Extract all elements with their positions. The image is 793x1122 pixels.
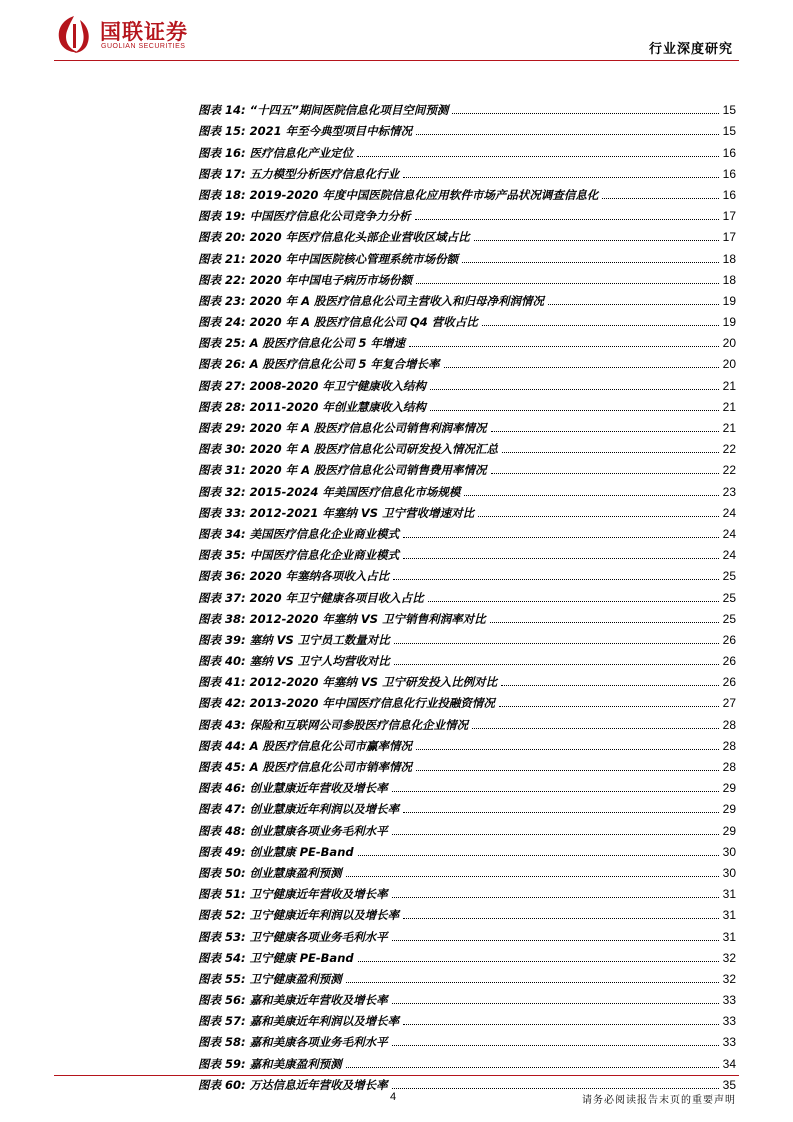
toc-entry-page: 31	[722, 887, 736, 902]
toc-entry[interactable]	[198, 541, 736, 562]
toc-entry-title: 图表 32: 2015-2024 年美国医疗信息化市场规模	[198, 484, 461, 499]
toc-entry[interactable]	[198, 520, 736, 541]
toc-entry-title: 图表 20: 2020 年医疗信息化头部企业营收区域占比	[198, 230, 470, 245]
toc-entry-page: 32	[722, 950, 736, 965]
dot-leader	[394, 643, 719, 644]
dot-leader	[403, 177, 719, 178]
toc-entry[interactable]	[198, 753, 736, 774]
toc-entry-title: 图表 59: 嘉和美康盈利预测	[198, 1056, 342, 1071]
dot-leader	[428, 601, 719, 602]
toc-entry[interactable]	[198, 181, 736, 202]
dot-leader	[403, 537, 719, 538]
toc-entry[interactable]	[198, 414, 736, 435]
dot-leader	[416, 770, 719, 771]
dot-leader	[501, 685, 719, 686]
toc-entry[interactable]	[198, 1028, 736, 1049]
dot-leader	[602, 198, 718, 199]
toc-entry-title: 图表 60: 万达信息近年营收及增长率	[198, 1077, 388, 1092]
toc-entry-title: 图表 52: 卫宁健康近年利润以及增长率	[198, 908, 400, 923]
toc-entry-page: 17	[722, 230, 736, 245]
toc-entry-page: 32	[722, 971, 736, 986]
toc-entry-page: 29	[722, 781, 736, 796]
dot-leader	[462, 262, 719, 263]
toc-entry-title: 图表 21: 2020 年中国医院核心管理系统市场份额	[198, 251, 459, 266]
toc-entry-title: 图表 58: 嘉和美康各项业务毛利水平	[198, 1035, 388, 1050]
toc-entry-page: 28	[722, 717, 736, 732]
toc-entry-page: 16	[722, 187, 736, 202]
toc-entry-page: 35	[722, 1077, 736, 1092]
toc-entry-title: 图表 40: 塞纳 VS 卫宁人均营收对比	[198, 654, 390, 669]
dot-leader	[392, 1003, 719, 1004]
company-logo	[54, 14, 234, 54]
toc-entry-title: 图表 26: A 股医疗信息化公司 5 年复合增长率	[198, 357, 440, 372]
toc-entry[interactable]	[198, 117, 736, 138]
toc-entry-title: 图表 56: 嘉和美康近年营收及增长率	[198, 993, 388, 1008]
dot-leader	[392, 791, 719, 792]
dot-leader	[346, 982, 719, 983]
toc-entry-page: 21	[722, 378, 736, 393]
toc-entry[interactable]	[198, 266, 736, 287]
toc-entry-page: 22	[722, 463, 736, 478]
toc-entry-page: 33	[722, 1035, 736, 1050]
dot-leader	[358, 961, 719, 962]
dot-leader	[502, 452, 719, 453]
toc-entry-page: 33	[722, 1014, 736, 1029]
toc-entry[interactable]	[198, 816, 736, 837]
dot-leader	[491, 431, 719, 432]
toc-entry-title: 图表 55: 卫宁健康盈利预测	[198, 971, 342, 986]
toc-entry-title: 图表 30: 2020 年 A 股医疗信息化公司研发投入情况汇总	[198, 442, 499, 457]
dot-leader	[346, 876, 719, 877]
dot-leader	[478, 516, 719, 517]
toc-entry-page: 31	[722, 908, 736, 923]
toc-entry-title: 图表 23: 2020 年 A 股医疗信息化公司主营收入和归母净利润情况	[198, 293, 545, 308]
toc-entry-title: 图表 47: 创业慧康近年利润以及增长率	[198, 802, 400, 817]
toc-entry[interactable]	[198, 562, 736, 583]
dot-leader	[490, 622, 719, 623]
dot-leader	[403, 558, 719, 559]
toc-entry-page: 18	[722, 272, 736, 287]
dot-leader	[346, 1067, 719, 1068]
dot-leader	[403, 812, 719, 813]
toc-entry[interactable]	[198, 1071, 736, 1092]
toc-entry-page: 27	[722, 696, 736, 711]
dot-leader	[430, 389, 719, 390]
dot-leader	[499, 706, 719, 707]
toc-entry-title: 图表 46: 创业慧康近年营收及增长率	[198, 781, 388, 796]
page-number: 4	[390, 1091, 397, 1103]
toc-entry[interactable]	[198, 477, 736, 498]
toc-entry-page: 28	[722, 760, 736, 774]
toc-entry-page: 29	[722, 823, 736, 838]
toc-entry[interactable]	[198, 1049, 736, 1070]
toc-entry-page: 29	[722, 802, 736, 817]
dot-leader	[394, 664, 719, 665]
toc-entry-title: 图表 38: 2012-2020 年塞纳 VS 卫宁销售利润率对比	[198, 611, 486, 626]
toc-entry[interactable]	[198, 244, 736, 265]
dot-leader	[482, 325, 719, 326]
toc-entry[interactable]	[198, 668, 736, 689]
document-type: 行业深度研究	[648, 42, 733, 57]
dot-leader	[415, 219, 719, 220]
toc-entry-title: 图表 16: 医疗信息化产业定位	[198, 145, 354, 160]
toc-entry-title: 图表 49: 创业慧康 PE-Band	[198, 844, 354, 859]
toc-entry-title: 图表 50: 创业慧康盈利预测	[198, 865, 342, 880]
toc-entry[interactable]	[198, 689, 736, 710]
toc-entry[interactable]	[198, 223, 736, 244]
dot-leader	[416, 749, 719, 750]
toc-entry-page: 23	[722, 484, 736, 499]
toc-entry-title: 图表 31: 2020 年 A 股医疗信息化公司销售费用率情况	[198, 463, 487, 478]
toc-entry[interactable]	[198, 499, 736, 520]
toc-entry-title: 图表 28: 2011-2020 年创业慧康收入结构	[198, 399, 426, 414]
footer-divider	[54, 1075, 739, 1076]
toc-entry-title: 图表 44: A 股医疗信息化公司市赢率情况	[198, 738, 413, 753]
toc-entry-page: 31	[722, 929, 736, 944]
dot-leader	[472, 728, 719, 729]
toc-entry[interactable]	[198, 880, 736, 901]
dot-leader	[392, 1088, 719, 1089]
toc-entry-title: 图表 25: A 股医疗信息化公司 5 年增速	[198, 336, 406, 351]
toc-entry[interactable]	[198, 605, 736, 626]
toc-entry-page: 21	[722, 399, 736, 414]
toc-entry[interactable]	[198, 710, 736, 731]
toc-entry[interactable]	[198, 96, 736, 117]
toc-entry[interactable]	[198, 583, 736, 604]
toc-entry-page: 25	[722, 611, 736, 626]
toc-entry-page: 30	[722, 844, 736, 859]
toc-entry-title: 图表 39: 塞纳 VS 卫宁员工数量对比	[198, 632, 390, 647]
toc-entry-title: 图表 14: “十四五”期间医院信息化项目空间预测	[198, 103, 449, 118]
toc-entry-page: 22	[722, 442, 736, 457]
dot-leader	[416, 134, 719, 135]
toc-entry-page: 15	[722, 124, 736, 139]
toc-entry[interactable]	[198, 160, 736, 181]
toc-entry-page: 20	[722, 357, 736, 372]
toc-entry-page: 20	[722, 336, 736, 351]
toc-entry-page: 16	[722, 145, 736, 160]
toc-entry-page: 24	[722, 505, 736, 520]
toc-entry-title: 图表 42: 2013-2020 年中国医疗信息化行业投融资情况	[198, 696, 495, 711]
toc-entry[interactable]	[198, 1007, 736, 1028]
toc-entry-page: 24	[722, 526, 736, 541]
dot-leader	[491, 473, 719, 474]
dot-leader	[392, 834, 719, 835]
toc-entry-page: 26	[722, 654, 736, 669]
toc-entry[interactable]	[198, 647, 736, 668]
toc-entry[interactable]	[198, 795, 736, 816]
logo-chinese-name: 国联证券	[100, 20, 188, 44]
toc-entry-page: 25	[722, 569, 736, 584]
toc-entry-page: 24	[722, 548, 736, 563]
dot-leader	[474, 240, 719, 241]
toc-entry[interactable]	[198, 393, 736, 414]
toc-entry[interactable]	[198, 986, 736, 1007]
toc-entry-title: 图表 48: 创业慧康各项业务毛利水平	[198, 823, 388, 838]
toc-entry[interactable]	[198, 626, 736, 647]
dot-leader	[403, 1024, 719, 1025]
toc-entry-title: 图表 22: 2020 年中国电子病历市场份额	[198, 272, 413, 287]
toc-entry-page: 15	[722, 103, 736, 118]
toc-entry-page: 25	[722, 590, 736, 605]
dot-leader	[416, 283, 719, 284]
toc-entry-page: 19	[722, 293, 736, 308]
dot-leader	[393, 579, 719, 580]
toc-entry-title: 图表 41: 2012-2020 年塞纳 VS 卫宁研发投入比例对比	[198, 675, 498, 690]
toc-entry-title: 图表 57: 嘉和美康近年利润以及增长率	[198, 1014, 400, 1029]
toc-entry-page: 17	[722, 209, 736, 224]
dot-leader	[452, 113, 718, 114]
toc-entry[interactable]	[198, 774, 736, 795]
toc-entry[interactable]	[198, 371, 736, 392]
toc-entry-title: 图表 45: A 股医疗信息化公司市销率情况	[198, 760, 413, 774]
toc-entry-title: 图表 51: 卫宁健康近年营收及增长率	[198, 887, 388, 902]
dot-leader	[548, 304, 719, 305]
toc-entry[interactable]	[198, 859, 736, 880]
toc-entry-page: 26	[722, 632, 736, 647]
toc-entry[interactable]	[198, 329, 736, 350]
dot-leader	[358, 855, 719, 856]
toc-entry-title: 图表 53: 卫宁健康各项业务毛利水平	[198, 929, 388, 944]
page-header	[0, 0, 793, 70]
guolian-logo-icon	[54, 14, 94, 54]
dot-leader	[403, 918, 719, 919]
dot-leader	[430, 410, 719, 411]
toc-entry[interactable]	[198, 350, 736, 371]
toc-entry-title: 图表 33: 2012-2021 年塞纳 VS 卫宁营收增速对比	[198, 505, 475, 520]
logo-english-name: GUOLIAN SECURITIES	[101, 43, 186, 50]
toc-entry[interactable]	[198, 308, 736, 329]
toc-entry-title: 图表 27: 2008-2020 年卫宁健康收入结构	[198, 378, 426, 393]
toc-entry[interactable]	[198, 838, 736, 859]
toc-entry-page: 21	[722, 421, 736, 435]
toc-entry-title: 图表 54: 卫宁健康 PE-Band	[198, 950, 354, 965]
dot-leader	[392, 940, 719, 941]
toc-entry-title: 图表 18: 2019-2020 年度中国医院信息化应用软件市场产品状况调查信息化	[198, 187, 599, 202]
toc-entry-page: 18	[722, 251, 736, 266]
dot-leader	[464, 495, 718, 496]
toc-entry-page: 34	[722, 1056, 736, 1071]
toc-entry[interactable]	[198, 202, 736, 223]
dot-leader	[392, 1045, 719, 1046]
toc-entry[interactable]	[198, 138, 736, 159]
toc-entry-page: 30	[722, 865, 736, 880]
dot-leader	[392, 897, 719, 898]
toc-entry-page: 19	[722, 315, 736, 330]
toc-entry-title: 图表 43: 保险和互联网公司参股医疗信息化企业情况	[198, 717, 469, 732]
dot-leader	[357, 156, 719, 157]
dot-leader	[444, 367, 719, 368]
toc-entry-page: 33	[722, 993, 736, 1008]
toc-entry[interactable]	[198, 922, 736, 943]
toc-entry-title: 图表 37: 2020 年卫宁健康各项目收入占比	[198, 590, 424, 605]
footer-disclaimer: 请务必阅读报告末页的重要声明	[582, 1095, 736, 1106]
toc-entry[interactable]	[198, 435, 736, 456]
toc-entry-page: 16	[722, 166, 736, 181]
toc-entry-title: 图表 36: 2020 年塞纳各项收入占比	[198, 569, 390, 584]
toc-entry[interactable]	[198, 287, 736, 308]
dot-leader	[409, 346, 719, 347]
toc-entry[interactable]	[198, 944, 736, 965]
toc-entry-title: 图表 35: 中国医疗信息化企业商业模式	[198, 548, 400, 563]
toc-entry[interactable]	[198, 901, 736, 922]
header-divider	[54, 60, 739, 61]
toc-entry-page: 28	[722, 738, 736, 753]
toc-entry-title: 图表 19: 中国医疗信息化公司竞争力分析	[198, 209, 411, 224]
toc-entry[interactable]	[198, 456, 736, 477]
toc-entry-title: 图表 29: 2020 年 A 股医疗信息化公司销售利润率情况	[198, 421, 487, 435]
toc-entry-page: 26	[722, 675, 736, 690]
figure-list	[198, 96, 736, 1092]
toc-entry[interactable]	[198, 732, 736, 753]
toc-entry-title: 图表 24: 2020 年 A 股医疗信息化公司 Q4 营收占比	[198, 315, 478, 330]
toc-entry-title: 图表 15: 2021 年至今典型项目中标情况	[198, 124, 413, 139]
toc-entry-title: 图表 34: 美国医疗信息化企业商业模式	[198, 526, 400, 541]
toc-entry[interactable]	[198, 965, 736, 986]
toc-entry-title: 图表 17: 五力模型分析医疗信息化行业	[198, 166, 400, 181]
